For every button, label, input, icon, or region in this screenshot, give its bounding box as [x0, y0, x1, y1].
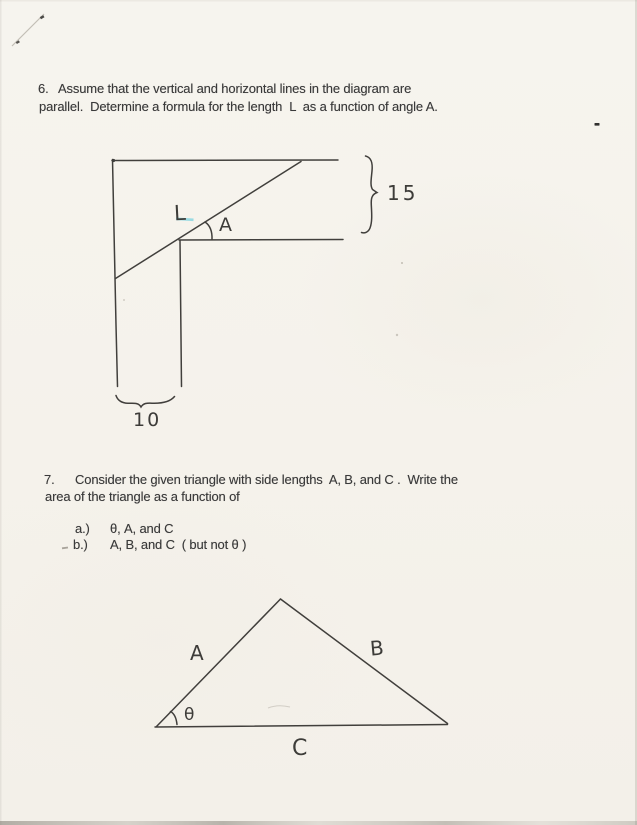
- dot-speck-3: [123, 299, 125, 301]
- bottom-scan-edge: [0, 821, 637, 825]
- angle-theta-arc: [171, 712, 178, 725]
- problem7-line2-text: area of the triangle as a function of: [45, 489, 240, 504]
- ink-dash-speck: [595, 123, 600, 126]
- transversal-line: [116, 162, 302, 279]
- part-b-stray-mark: [62, 547, 68, 550]
- label-L: L: [173, 200, 187, 226]
- problem6-number: 6.: [38, 81, 49, 96]
- figure-parallel-lines-diagram: [112, 156, 419, 431]
- mid-horizontal-line: [179, 240, 343, 241]
- scratch-mark: [12, 14, 44, 46]
- label-theta: θ: [184, 705, 195, 725]
- triangle-faint-smudge: [268, 706, 290, 708]
- triangle-side-C: [155, 725, 448, 728]
- brace-value-10: 10: [133, 409, 162, 431]
- left-vertical-line: [113, 160, 118, 387]
- bottom-brace: [116, 396, 175, 408]
- problem6-line2-text: parallel. Determine a formula for the length L as a function of angle A.: [39, 99, 438, 114]
- top-scan-edge: [0, 0, 637, 2]
- problem6-line1-text: Assume that the vertical and horizontal lines in the diagram are: [58, 81, 412, 96]
- figure-triangle-diagram: [155, 599, 448, 761]
- label-side-C: C: [292, 736, 308, 761]
- problem7-number: 7.: [44, 472, 55, 487]
- label-side-B: B: [368, 635, 385, 661]
- pen-start-dot: [112, 159, 115, 162]
- right-brace: [362, 156, 378, 233]
- angle-A-arc: [205, 222, 212, 240]
- dot-speck-2: [396, 334, 398, 336]
- part-b-text: A, B, and C ( but not θ ): [110, 537, 247, 552]
- label-side-A: A: [190, 641, 204, 665]
- triangle-side-B: [281, 599, 448, 724]
- dot-speck-1: [401, 262, 403, 264]
- left-scan-edge: [0, 0, 2, 825]
- brace-value-15: 15: [387, 181, 419, 205]
- label-A: A: [219, 214, 232, 236]
- top-horizontal-line: [112, 160, 338, 161]
- problem7-line1-text: Consider the given triangle with side lengths A, B, and C . Write the: [75, 472, 458, 487]
- part-a-text: θ, A, and C: [110, 521, 174, 536]
- part-b-marker: b.): [73, 537, 88, 552]
- triangle-side-A: [157, 599, 281, 727]
- part-a-marker: a.): [75, 521, 90, 536]
- right-vertical-line: [180, 241, 182, 387]
